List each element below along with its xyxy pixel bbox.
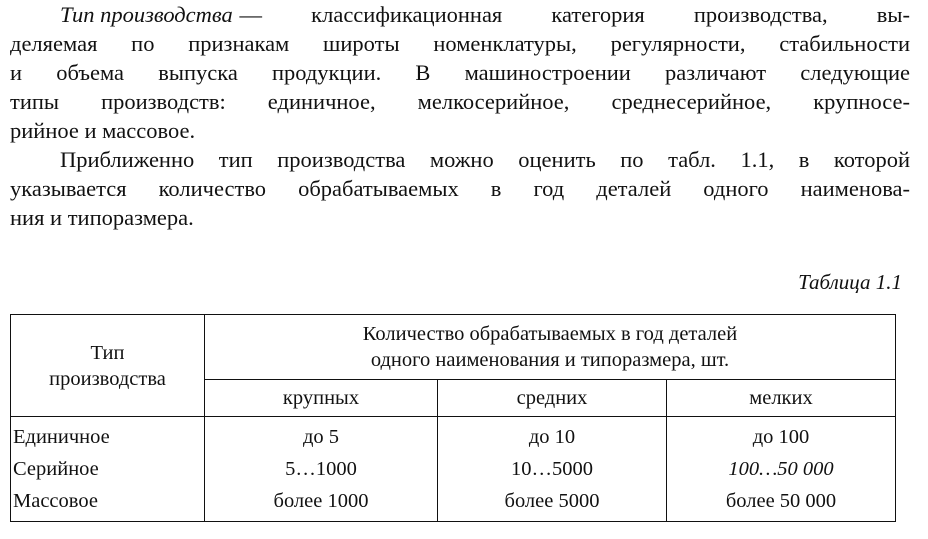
paragraph-1-line-3	[10, 58, 910, 87]
paragraph-1-line-1	[10, 0, 910, 29]
paragraph-1-line-4	[10, 87, 910, 116]
header-production-type	[11, 315, 205, 417]
paragraph-2-line-2	[10, 174, 910, 203]
header-type-line-2: производства	[49, 367, 166, 390]
paragraph-2-line-3	[10, 203, 910, 232]
text-line: ния и типоразмера.	[10, 205, 194, 230]
text-line: указывается количество обрабатываемых в год деталей одного наименова-	[10, 176, 910, 201]
table-caption: Таблица 1.1	[798, 270, 902, 294]
text-line: типы производств: единичное, мелкосерийное, среднесерийное, крупносе-	[10, 89, 910, 114]
row-type: Серийное	[11, 453, 205, 485]
cell-small: более 50 000	[667, 485, 896, 522]
cell-medium: до 10	[438, 417, 667, 454]
paragraph-2-line-1	[10, 145, 910, 174]
header-quantity-line-2: одного наименования и типоразмера, шт.	[370, 349, 730, 371]
cell-small: 100…50 000	[667, 453, 896, 485]
text-line: и объема выпуска продукции. В машиностроении различают следующие	[10, 60, 910, 85]
table-row	[11, 417, 896, 454]
term-definition: Тип производства	[60, 2, 233, 27]
table-row	[11, 485, 896, 522]
subheader-medium: средних	[438, 380, 667, 417]
text-line: — классификационная категория производства, вы-	[239, 2, 910, 27]
cell-large: более 1000	[205, 485, 438, 522]
paragraph-1-line-2	[10, 29, 910, 58]
row-type: Массовое	[11, 485, 205, 522]
row-type: Единичное	[11, 417, 205, 454]
cell-medium: более 5000	[438, 485, 667, 522]
cell-small: до 100	[667, 417, 896, 454]
text-line: деляемая по признакам широты номенклатуры, регулярности, стабильности	[10, 31, 910, 56]
cell-large: 5…1000	[205, 453, 438, 485]
text-line: Приближенно тип производства можно оценить по табл. 1.1, в которой	[60, 147, 910, 172]
header-quantity	[205, 315, 896, 380]
header-quantity-line-1: Количество обрабатываемых в год деталей	[362, 323, 738, 345]
cell-large: до 5	[205, 417, 438, 454]
text-line: рийное и массовое.	[10, 118, 196, 143]
table-row	[11, 453, 896, 485]
cell-medium: 10…5000	[438, 453, 667, 485]
subheader-large: крупных	[205, 380, 438, 417]
production-type-table	[10, 314, 896, 522]
paragraph-1-line-5	[10, 116, 910, 145]
body-text	[10, 0, 910, 232]
subheader-small: мелких	[667, 380, 896, 417]
header-type-line-1: Тип	[90, 341, 125, 364]
